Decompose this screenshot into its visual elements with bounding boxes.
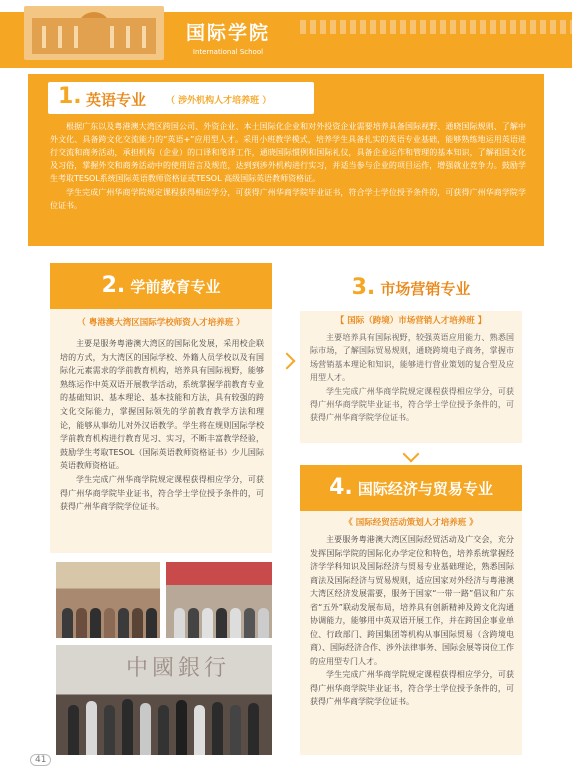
page-title: 国际学院 <box>185 22 270 44</box>
section-title: 学前教育专业 <box>130 278 221 296</box>
section-number: 3. <box>351 275 376 300</box>
section-title-bar <box>300 465 522 511</box>
paragraph: 主要服务粤港澳大湾区国际经贸活动及广交会，充分发挥国际学院的国际化办学定位和特色，培养系统掌握经济学学科知识及国际经济与贸易专业基础理论，熟悉国际商法及国际经济与贸易规则，适应国家对外经济与粤港澳大湾区经济发展需要，服务于国家“一带一路”倡议和广东省“五外”联动发展布局，培养具有创新精神及跨文化沟通协调能力，能够用中英双语开展工作，并在跨国企事业单位、行政部门、跨国集团等机构从事国际贸易（含跨境电商）、国际经济合作、涉外法律事务、国际会展等岗位工作的应用型专门人才。 <box>310 535 514 666</box>
page-number: 41 <box>30 754 51 766</box>
section-title: 国际经济与贸易专业 <box>357 480 493 498</box>
section-number: 2. <box>101 273 126 298</box>
section-subtitle: （ 粤港澳大湾区国际学校师资人才培养班 ） <box>77 318 245 328</box>
paragraph: 学生完成广州华商学院规定课程获得相应学分，可获得广州华商学院毕业证书，符合学士学位授予条件的，可获得广州华商学院学位证书。 <box>310 670 514 706</box>
section-english <box>28 74 544 246</box>
chevron-down-icon <box>403 446 420 463</box>
header-stripe <box>300 20 572 34</box>
paragraph: 根据广东以及粤港澳大湾区跨国公司、外资企业、本土国际化企业和对外投资企业需要培养具备国际视野、通晓国际规则、了解中外文化、具备跨文化交流能力的“英语+”应用型人才。采用小班教学模式，培养学生具备扎实的英语专业基础，能够熟练地运用英语进行交流和商务活动，承担机构（企业）的口译和笔译工作，通晓国际惯例和国际礼仪，具备企业运作和管理的基本知识，了解祖国文化及习俗，掌握外交和商务活动中的使用语言及规范，达到到涉外机构进行实习，并适当参与企业的项目运作，增强就业竞争力。鼓励学生考取TESOL系统国际英语教师资格证或TESOL 高级国际英语教师资格证。 <box>50 122 526 183</box>
section-body <box>60 337 264 514</box>
section-body <box>310 331 514 425</box>
paragraph: 学生完成广州华商学院规定课程获得相应学分，可获得广州华商学院毕业证书，符合学士学位授予条件的，可获得广州华商学院学位证书。 <box>50 188 526 210</box>
section-trade <box>300 465 522 755</box>
page-subtitle: International School <box>192 48 264 56</box>
building-illustration <box>24 6 164 60</box>
section-marketing <box>300 265 522 443</box>
section-title-bar <box>300 265 522 311</box>
section-body <box>310 533 514 709</box>
photo-event-group <box>166 562 272 638</box>
section-title: 英语专业 <box>86 91 147 109</box>
section-body <box>50 120 526 213</box>
section-number: 1. <box>58 84 82 109</box>
chevron-right-icon <box>279 353 296 370</box>
section-title-bar <box>50 263 272 309</box>
section-title-bar <box>48 82 314 114</box>
section-number: 4. <box>329 475 353 500</box>
section-subtitle: （ 涉外机构人才培养班 ） <box>166 96 272 106</box>
paragraph: 主要是服务粤港澳大湾区的国际化发展，采用校企联培的方式，为大湾区的国际学校、外籍人员学校以及有国际化元素需求的学前教育机构，培养具有国际视野，能够熟练运作中英双语开展教学活动，系统掌握学前教育专业的基础知识、基本理论、基本技能和方法，具有较强的跨文化交际能力，掌握国际领先的学前教育教学方法和理论，能够从事幼儿对外汉语教学。学生将在规则国际学校学前教育机构进行教育见习、实习，不断丰富教学经验，鼓励学生考取TESOL（国际英语教师资格证书）少儿国际英语教师资格证。 <box>60 339 264 471</box>
section-title: 市场营销专业 <box>380 280 471 298</box>
photo-bank-visit <box>56 645 272 755</box>
section-preschool <box>50 263 272 553</box>
paragraph: 主要培养具有国际视野，较强英语应用能力、熟悉国际市场，了解国际贸易规则，通晓跨境电子商务，掌握市场营销基本理论和知识，能够进行营业策划的复合型及应用型人才。 <box>310 333 514 383</box>
paragraph: 学生完成广州华商学院规定课程获得相应学分，可获得广州华商学院毕业证书，符合学士学位授予条件的，可获得广州华商学院学位证书。 <box>310 386 514 423</box>
section-subtitle: 《 国际经贸活动策划人才培养班 》 <box>344 518 478 528</box>
photo-students-certificates <box>56 562 160 638</box>
bank-logo-text: 中國銀行 <box>126 656 231 681</box>
section-subtitle: 【 国际（跨境）市场营销人才培养班 】 <box>335 316 487 326</box>
paragraph: 学生完成广州华商学院规定课程获得相应学分，可获得广州华商学院毕业证书，符合学士学位授予条件的，可获得广州华商学院学位证书。 <box>60 474 264 512</box>
